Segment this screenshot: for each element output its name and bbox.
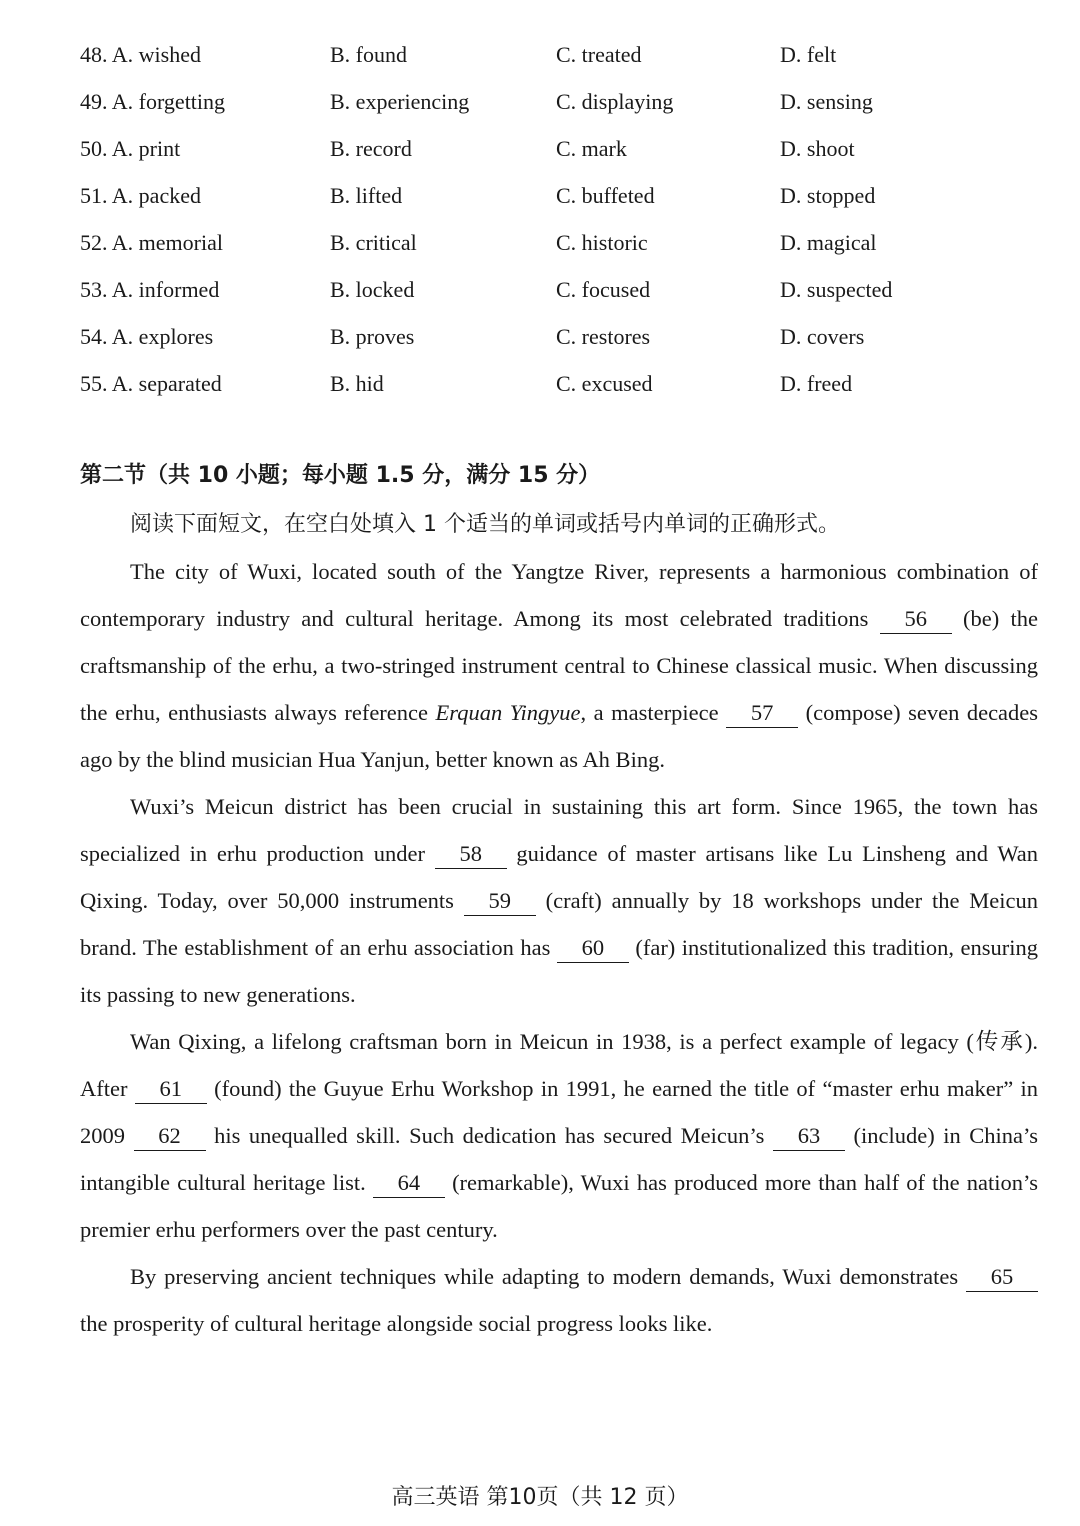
- option-d: D. suspected: [780, 277, 893, 302]
- passage-text: (include) in China’s intangible cultural heritage list.: [80, 1123, 1039, 1195]
- option-d: D. felt: [780, 42, 837, 67]
- passage-text: (remarkable), Wuxi has produced more than half of the nation’s premier erhu performers over the past century.: [80, 1170, 1039, 1242]
- italic-title: Erquan Yingyue: [435, 700, 581, 725]
- option-c: C. displaying: [556, 89, 674, 114]
- blank-61: 61: [135, 1075, 207, 1104]
- answer-options: [80, 31, 1040, 407]
- option-d: D. magical: [780, 230, 877, 255]
- passage-text: the prosperity of cultural heritage alongside social progress looks like.: [80, 1311, 713, 1336]
- passage-paragraph-2: [80, 783, 1038, 1018]
- page-footer: 高三英语 第10页（共 12 页）: [391, 1485, 689, 1510]
- option-b: B. locked: [330, 277, 415, 302]
- option-row-52: [80, 219, 1040, 266]
- passage-paragraph-3: [80, 1018, 1038, 1253]
- option-a: 51. A. packed: [80, 183, 201, 208]
- option-d: D. freed: [780, 371, 853, 396]
- reading-passage: [80, 548, 1038, 1347]
- blank-63: 63: [773, 1122, 845, 1151]
- blank-58: 58: [435, 840, 507, 869]
- option-a: 49. A. forgetting: [80, 89, 226, 114]
- option-b: B. lifted: [330, 183, 403, 208]
- option-b: B. hid: [330, 371, 384, 396]
- blank-57: 57: [726, 699, 798, 728]
- passage-text: (compose) seven decades ago by the blind musician Hua Yanjun, better known as Ah Bing.: [80, 700, 1039, 772]
- blank-59: 59: [464, 887, 536, 916]
- option-a: 48. A. wished: [80, 42, 201, 67]
- passage-paragraph-4: [80, 1253, 1038, 1347]
- option-d: D. sensing: [780, 89, 873, 114]
- passage-paragraph-1: [80, 548, 1038, 783]
- option-b: B. experiencing: [330, 89, 470, 114]
- passage-text: Wan Qixing, a lifelong craftsman born in Meicun in 1938, is a perfect example of legacy (传承). After: [80, 1029, 1038, 1101]
- passage-text: , a masterpiece: [580, 700, 719, 725]
- passage-text: (be) the craftsmanship of the erhu, a two-stringed instrument central to Chinese classical music. When discussing the erhu, enthusiasts always reference: [80, 606, 1039, 725]
- blank-64: 64: [373, 1169, 445, 1198]
- option-row-51: [80, 172, 1040, 219]
- option-a: 54. A. explores: [80, 324, 214, 349]
- section-heading: 第二节（共 10 小题；每小题 1.5 分，满分 15 分）: [80, 463, 601, 488]
- section-instruction: 阅读下面短文，在空白处填入 1 个适当的单词或括号内单词的正确形式。: [130, 512, 840, 537]
- option-a: 55. A. separated: [80, 371, 222, 396]
- option-a: 52. A. memorial: [80, 230, 223, 255]
- passage-text: his unequalled skill. Such dedication has secured Meicun’s: [214, 1123, 765, 1148]
- option-c: C. historic: [556, 230, 648, 255]
- option-d: D. covers: [780, 324, 865, 349]
- option-b: B. critical: [330, 230, 417, 255]
- option-row-48: [80, 31, 1040, 78]
- passage-text: The city of Wuxi, located south of the Yangtze River, represents a harmonious combination of contemporary industry and cultural heritage. Among its most celebrated traditions: [80, 559, 1038, 631]
- passage-text: Wuxi’s Meicun district has been crucial in sustaining this art form. Since 1965, the town has specialized in erhu production under: [80, 794, 1038, 866]
- option-c: C. treated: [556, 42, 642, 67]
- passage-text: guidance of master artisans like Lu Linsheng and Wan Qixing. Today, over 50,000 instruments: [80, 841, 1038, 913]
- option-row-49: [80, 78, 1040, 125]
- option-row-53: [80, 266, 1040, 313]
- option-a: 53. A. informed: [80, 277, 220, 302]
- option-row-50: [80, 125, 1040, 172]
- passage-text: (far) institutionalized this tradition, ensuring its passing to new generations.: [80, 935, 1039, 1007]
- option-row-54: [80, 313, 1040, 360]
- passage-text: (craft) annually by 18 workshops under the Meicun brand. The establishment of an erhu association has: [80, 888, 1039, 960]
- blank-56: 56: [880, 605, 952, 634]
- option-row-55: [80, 360, 1040, 407]
- passage-text: By preserving ancient techniques while adapting to modern demands, Wuxi demonstrates: [130, 1264, 959, 1289]
- option-d: D. stopped: [780, 183, 876, 208]
- option-c: C. buffeted: [556, 183, 655, 208]
- option-b: B. proves: [330, 324, 415, 349]
- option-c: C. mark: [556, 136, 627, 161]
- blank-62: 62: [134, 1122, 206, 1151]
- option-b: B. found: [330, 42, 407, 67]
- option-c: C. focused: [556, 277, 651, 302]
- option-c: C. excused: [556, 371, 653, 396]
- blank-60: 60: [557, 934, 629, 963]
- option-c: C. restores: [556, 324, 651, 349]
- passage-text: (found) the Guyue Erhu Workshop in 1991, he earned the title of “master erhu maker” in 2009: [80, 1076, 1039, 1148]
- option-b: B. record: [330, 136, 412, 161]
- option-d: D. shoot: [780, 136, 855, 161]
- option-a: 50. A. print: [80, 136, 181, 161]
- blank-65: 65: [966, 1263, 1038, 1292]
